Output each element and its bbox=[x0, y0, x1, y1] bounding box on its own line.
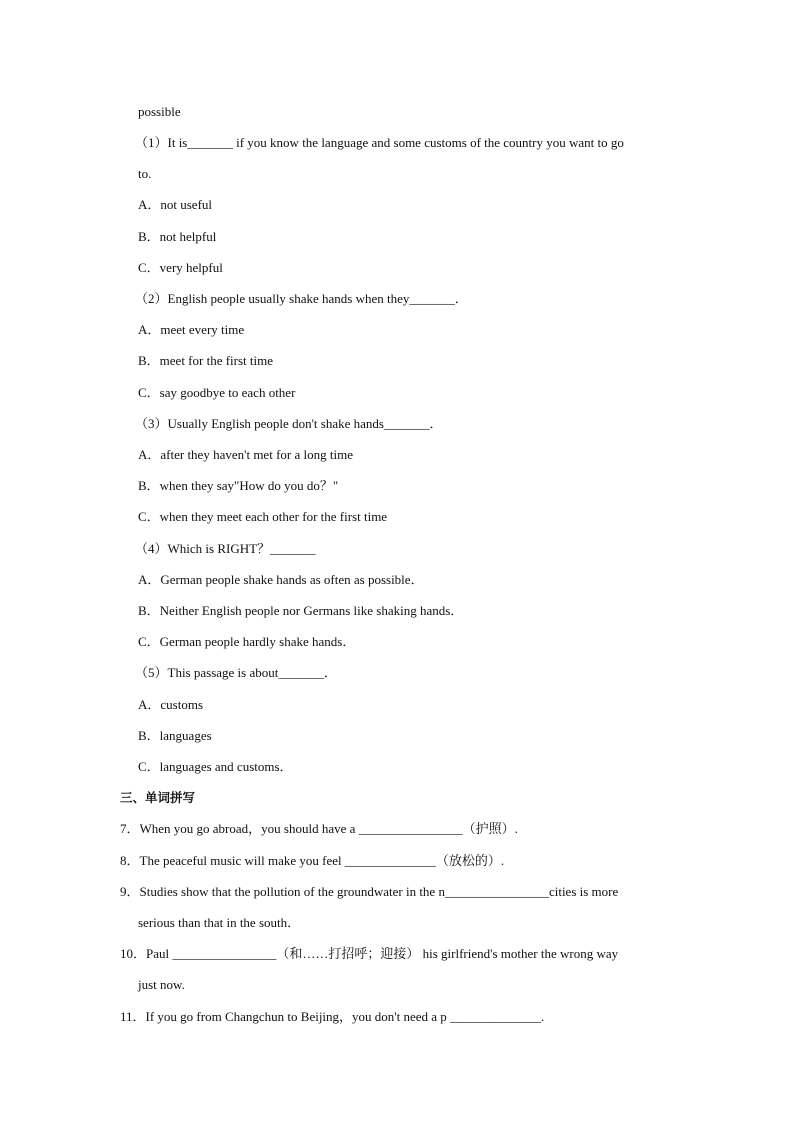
option-a bbox=[0, 319, 794, 341]
line-text: C．say goodbye to each other bbox=[138, 385, 296, 400]
line-text: A．after they haven't met for a long time bbox=[138, 447, 353, 462]
section-heading-text: 三、单词拼写 bbox=[120, 790, 196, 805]
option-b bbox=[0, 226, 794, 248]
line-text: B．Neither English people nor Germans like shaking hands． bbox=[138, 603, 464, 618]
option-a bbox=[0, 444, 794, 466]
option-a bbox=[0, 569, 794, 591]
question-10 bbox=[0, 943, 794, 965]
question-11 bbox=[0, 1006, 794, 1028]
option-c bbox=[0, 506, 794, 528]
option-c bbox=[0, 631, 794, 653]
line-text: just now. bbox=[138, 977, 185, 992]
line-text: C．very helpful bbox=[138, 260, 223, 275]
question-9 bbox=[0, 881, 794, 903]
line-text: （2）English people usually shake hands when they_______． bbox=[135, 291, 468, 306]
line-text: 10．Paul ________________（和……打招呼；迎接） his girlfriend's mother the wrong way bbox=[120, 946, 619, 961]
text-line bbox=[0, 912, 794, 934]
line-text: serious than that in the south． bbox=[138, 915, 301, 930]
option-c bbox=[0, 257, 794, 279]
line-text: B．not helpful bbox=[138, 229, 217, 244]
line-text: 8．The peaceful music will make you feel ______________（放松的）. bbox=[120, 853, 505, 868]
text-line bbox=[0, 163, 794, 185]
question-7 bbox=[0, 818, 794, 840]
line-text: to. bbox=[138, 166, 152, 181]
question-5 bbox=[0, 662, 794, 684]
line-text: 7．When you go abroad，you should have a ________________（护照）. bbox=[120, 821, 518, 836]
text-line bbox=[0, 101, 794, 123]
line-text: A．customs bbox=[138, 697, 204, 712]
line-text: A．not useful bbox=[138, 197, 213, 212]
text-line bbox=[0, 974, 794, 996]
line-text: A．German people shake hands as often as possible． bbox=[138, 572, 424, 587]
line-text: B．when they say"How do you do？" bbox=[138, 478, 339, 493]
line-text: （5）This passage is about_______． bbox=[135, 665, 337, 680]
option-b bbox=[0, 350, 794, 372]
line-text: B．meet for the first time bbox=[138, 353, 274, 368]
option-b bbox=[0, 475, 794, 497]
line-text: 9．Studies show that the pollution of the groundwater in the n________________cities is more bbox=[120, 884, 619, 899]
line-text: （3）Usually English people don't shake hands_______． bbox=[135, 416, 443, 431]
option-a bbox=[0, 694, 794, 716]
question-2 bbox=[0, 288, 794, 310]
line-text: possible bbox=[138, 104, 181, 119]
option-c bbox=[0, 756, 794, 778]
line-text: A．meet every time bbox=[138, 322, 245, 337]
line-text: （4）Which is RIGHT？_______ bbox=[135, 541, 316, 556]
question-1 bbox=[0, 132, 794, 154]
question-8 bbox=[0, 850, 794, 872]
option-a bbox=[0, 194, 794, 216]
question-4 bbox=[0, 538, 794, 560]
section-heading bbox=[0, 787, 794, 809]
option-b bbox=[0, 600, 794, 622]
option-b bbox=[0, 725, 794, 747]
line-text: 11．If you go from Changchun to Beijing，you don't need a p ______________. bbox=[120, 1009, 545, 1024]
line-text: C．when they meet each other for the first time bbox=[138, 509, 388, 524]
line-text: C．German people hardly shake hands． bbox=[138, 634, 356, 649]
option-c bbox=[0, 382, 794, 404]
line-text: C．languages and customs． bbox=[138, 759, 293, 774]
line-text: （1）It is_______ if you know the language and some customs of the country you want to go bbox=[135, 135, 624, 150]
question-3 bbox=[0, 413, 794, 435]
line-text: B．languages bbox=[138, 728, 212, 743]
